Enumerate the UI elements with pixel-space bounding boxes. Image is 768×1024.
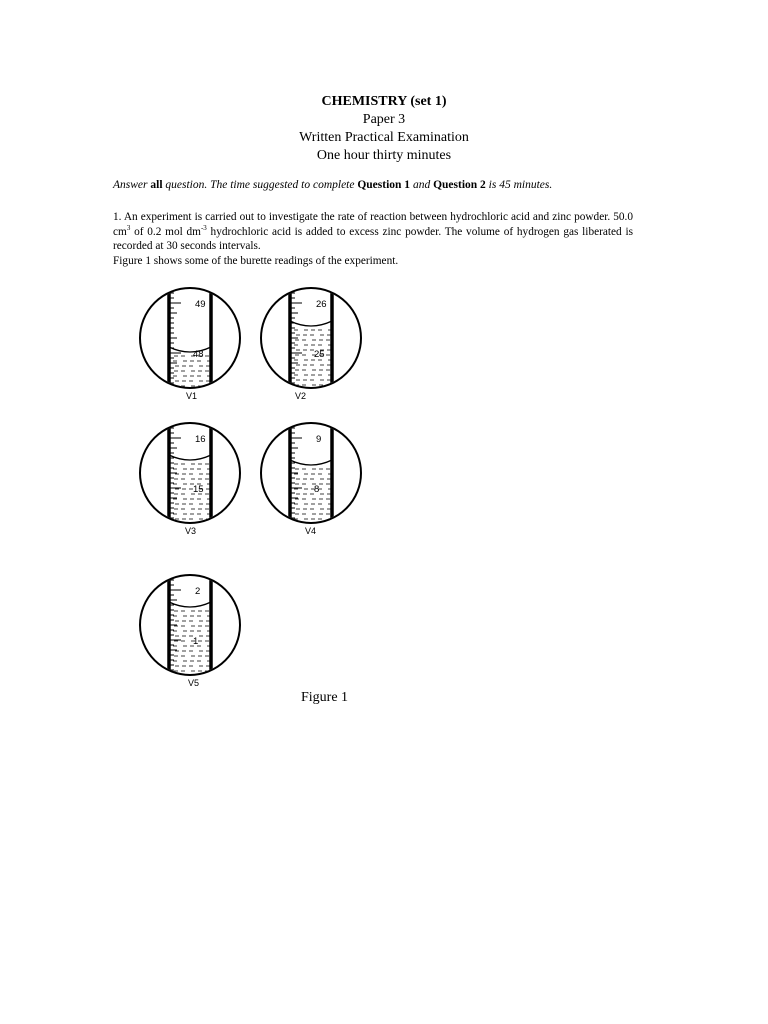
upper-reading-label: 9	[316, 434, 322, 445]
burette-v-label: V2	[295, 391, 307, 401]
burette-v-label: V1	[186, 391, 198, 401]
instr-part4: is 45 minutes.	[485, 179, 553, 191]
burette-5	[140, 575, 240, 688]
burette-2	[261, 288, 361, 401]
meniscus	[290, 460, 332, 465]
exam-duration: One hour thirty minutes	[316, 148, 452, 163]
q1-text-b: of 0.2 mol dm	[130, 225, 201, 238]
q1-sup-a: 3	[126, 223, 131, 232]
instr-part1: Answer	[113, 179, 151, 191]
lower-reading-label: 25	[314, 349, 325, 360]
upper-reading-label: 16	[195, 434, 206, 445]
burette-1	[140, 288, 240, 401]
q1-text-a: 1. An experiment is carried out to investigate the rate of reaction between hydrochloric acid and zinc powder. 50.0 cm	[113, 211, 633, 238]
instr-q1: Question 1	[357, 179, 411, 191]
lower-reading-label: 8	[314, 484, 320, 495]
burette-inner	[290, 423, 332, 523]
meniscus	[290, 321, 332, 326]
q1-text-c: hydrochloric acid is added to excess zinc powder. The volume of hydrogen gas liberated is recorded at 30 seconds intervals.	[113, 225, 633, 252]
burette-v-label: V4	[305, 526, 317, 536]
lower-reading-label: 15	[193, 484, 204, 495]
meniscus	[169, 602, 211, 607]
upper-reading-label: 2	[195, 586, 201, 597]
instr-part3: and	[410, 179, 434, 191]
burette-inner	[169, 575, 211, 675]
paper-title: CHEMISTRY (set 1)	[321, 94, 447, 109]
upper-reading-label: 49	[195, 299, 206, 310]
burette-view-circle	[140, 288, 240, 388]
instr-all: all	[150, 179, 163, 191]
burette-view-circle	[140, 423, 240, 523]
exam-type: Written Practical Examination	[299, 130, 469, 145]
instr-part2: question. The time suggested to complete	[162, 179, 358, 191]
figure-caption: Figure 1	[301, 690, 349, 705]
q1-sup-b: -3	[200, 223, 207, 232]
meniscus	[169, 455, 211, 460]
burette-view-circle	[140, 575, 240, 675]
burette-view-circle	[261, 423, 361, 523]
lower-reading-label: 1	[193, 636, 199, 647]
lower-reading-label: 48	[193, 349, 204, 360]
meniscus	[169, 347, 211, 352]
instr-q2: Question 2	[433, 179, 486, 191]
burette-v-label: V3	[185, 526, 197, 536]
upper-reading-label: 26	[316, 299, 327, 310]
figure-intro: Figure 1 shows some of the burette readings of the experiment.	[113, 255, 399, 267]
burette-v-label: V5	[188, 678, 200, 688]
burette-view-circle	[261, 288, 361, 388]
burette-3	[140, 423, 240, 536]
burette-4	[261, 423, 361, 536]
paper-number: Paper 3	[362, 112, 406, 127]
